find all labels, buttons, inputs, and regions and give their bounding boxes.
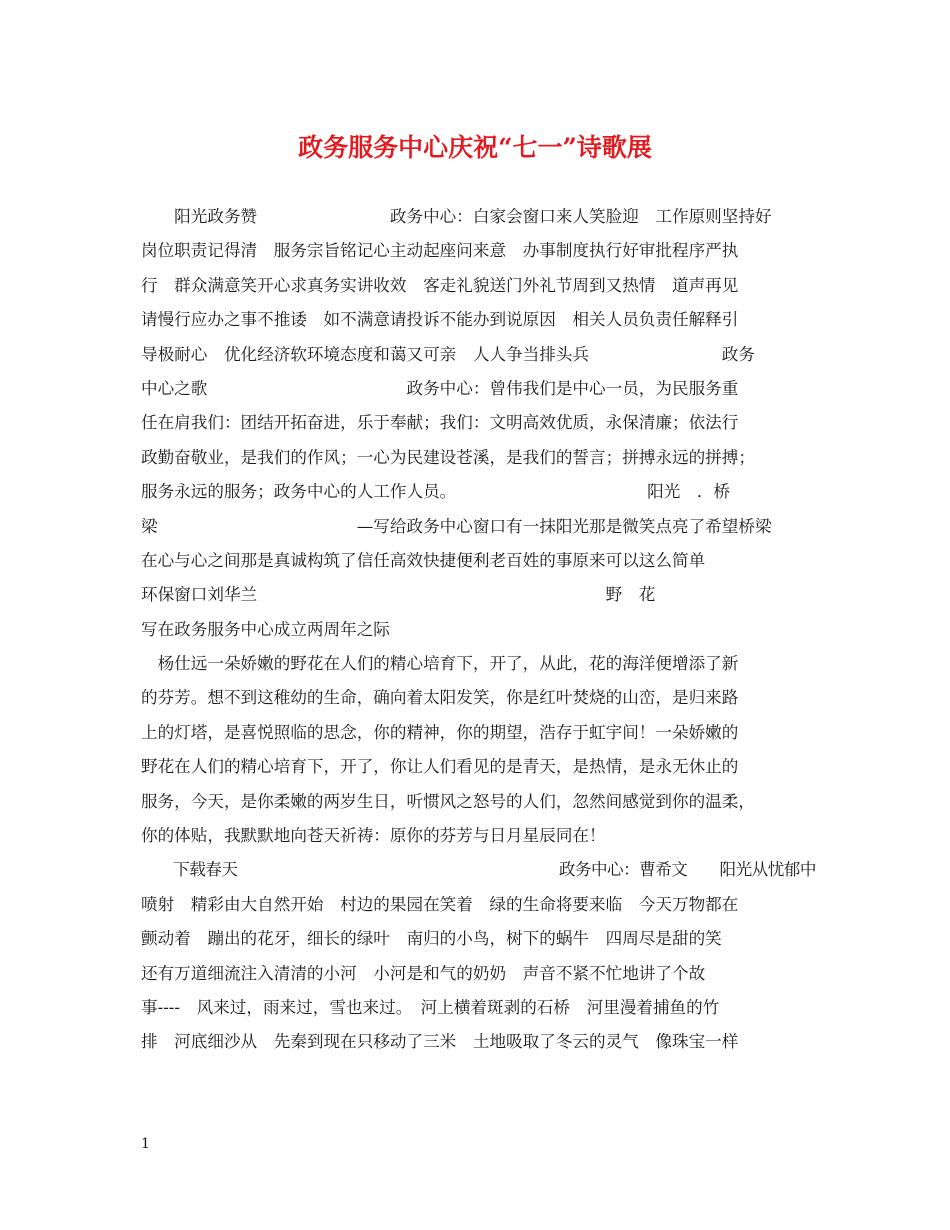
body-line: 喷射 精彩由大自然开始 村边的果园在笑着 绿的生命将要来临 今天万物都在 (141, 894, 739, 914)
body-line: 梁 —写给政务中心窗口有一抹阳光那是微笑点亮了希望桥梁 (141, 516, 772, 536)
body-line: 环保窗口刘华兰 野 花 (141, 585, 656, 605)
body-line: 的芬芳。想不到这稚幼的生命，确向着太阳发笑，你是红叶焚烧的山峦，是归来路 (141, 688, 739, 708)
body-line: 上的灯塔，是喜悦照临的思念，你的精神，你的期望，浩存于虹宇间！一朵娇嫩的 (141, 722, 739, 742)
body-line: 请慢行应办之事不推诿 如不满意请投诉不能办到说原因 相关人员负责任解释引 (141, 310, 739, 330)
body-line: 下载春天 政务中心：曹希文 阳光从忧郁中 (141, 860, 816, 880)
body-line: 还有万道细流注入清清的小河 小河是和气的奶奶 声音不紧不忙地讲了个故 (141, 963, 706, 983)
body-line: 阳光政务赞 政务中心：白家会窗口来人笑脸迎 工作原则坚持好 (141, 207, 772, 226)
document-body (141, 200, 816, 1060)
body-line: 导极耐心 优化经济软环境态度和蔼又可亲 人人争当排头兵 政务 (141, 344, 755, 364)
body-line: 中心之歌 政务中心：曾伟我们是中心一员，为民服务重 (141, 378, 739, 398)
document-title: 政务服务中心庆祝“七一”诗歌展 (298, 133, 652, 162)
body-line: 颤动着 蹦出的花牙，细长的绿叶 南归的小鸟，树下的蜗牛 四周尽是甜的笑 (141, 929, 722, 949)
body-line: 野花在人们的精心培育下，开了，你让人们看见的是青天，是热情，是永无休止的 (141, 757, 739, 777)
body-line: 在心与心之间那是真诚构筑了信任高效快捷便利老百姓的事原来可以这么简单 (141, 550, 706, 570)
body-line: 行 群众满意笑开心求真务实讲收效 客走礼貌送门外礼节周到又热情 道声再见 (141, 275, 739, 295)
body-line: 你的体贴，我默默地向苍天祈祷：原你的芬芳与日月星辰同在！ (141, 826, 606, 846)
body-line: 杨仕远一朵娇嫩的野花在人们的精心培育下，开了，从此，花的海洋便增添了新 (141, 654, 739, 674)
body-line: 排 河底细沙从 先秦到现在只移动了三米 土地吸取了冬云的灵气 像珠宝一样 (141, 1032, 739, 1052)
body-line: 服务，今天，是你柔嫩的两岁生日，听惯风之怒号的人们，忽然间感觉到你的温柔， (141, 791, 755, 811)
body-line: 任在肩我们：团结开拓奋进，乐于奉献；我们：文明高效优质，永保清廉；依法行 (141, 413, 739, 433)
body-line: 政勤奋敬业，是我们的作风；一心为民建设苍溪，是我们的誓言；拼搏永远的拼搏； (141, 447, 755, 467)
body-line: 服务永远的服务；政务中心的人工作人员。 阳光 ．桥 (141, 482, 731, 502)
page-number: 1 (141, 1136, 150, 1152)
body-line: 写在政务服务中心成立两周年之际 (141, 619, 390, 639)
body-line: 岗位职责记得清 服务宗旨铭记心主动起座问来意 办事制度执行好审批程序严执 (141, 241, 739, 261)
body-line: 事---- 风来过，雨来过，雪也来过。 河上横着斑剥的石桥 河里漫着捕鱼的竹 (141, 997, 720, 1017)
